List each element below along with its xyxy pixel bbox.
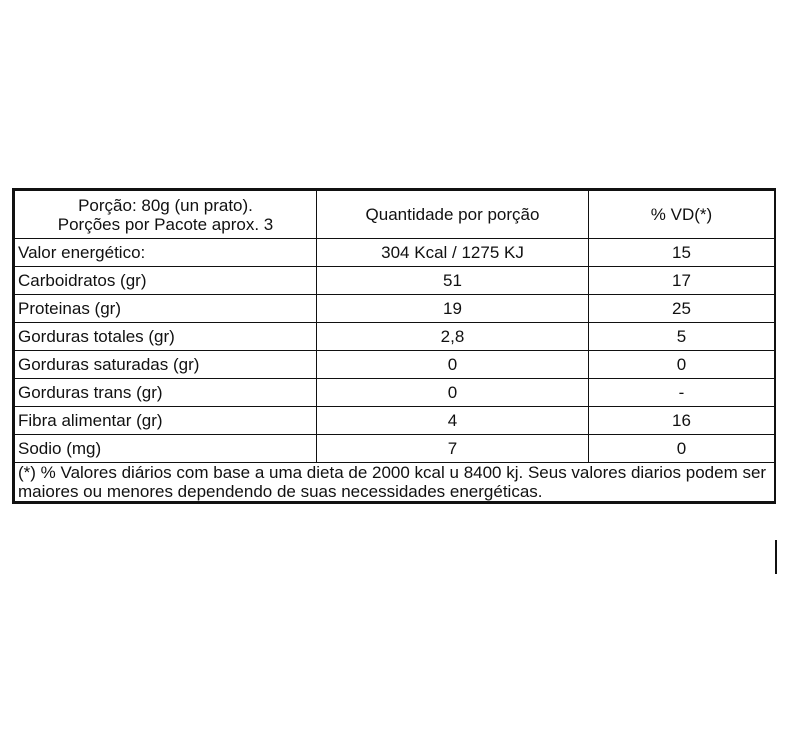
table-row bbox=[15, 407, 775, 435]
table-row bbox=[15, 379, 775, 407]
nutrient-name: Valor energético: bbox=[15, 239, 317, 267]
table-row bbox=[15, 239, 775, 267]
nutrient-daily-value: 15 bbox=[589, 239, 775, 267]
table-row bbox=[15, 295, 775, 323]
nutrient-daily-value: 25 bbox=[589, 295, 775, 323]
table-row bbox=[15, 351, 775, 379]
nutrient-daily-value: 16 bbox=[589, 407, 775, 435]
table-row bbox=[15, 435, 775, 463]
table-edge-line bbox=[775, 540, 777, 574]
nutrient-quantity: 0 bbox=[317, 379, 589, 407]
nutrient-name: Proteinas (gr) bbox=[15, 295, 317, 323]
daily-values-footnote: (*) % Valores diários com base a uma dieta de 2000 kcal u 8400 kj. Seus valores diarios podem ser maiores ou menores dependendo de suas necessidades energéticas. bbox=[15, 463, 775, 502]
nutrient-name: Gorduras saturadas (gr) bbox=[15, 351, 317, 379]
nutrient-name: Gorduras totales (gr) bbox=[15, 323, 317, 351]
nutrient-quantity: 304 Kcal / 1275 KJ bbox=[317, 239, 589, 267]
nutrient-name: Carboidratos (gr) bbox=[15, 267, 317, 295]
nutrient-daily-value: 5 bbox=[589, 323, 775, 351]
portions-per-package-text: Porções por Pacote aprox. 3 bbox=[57, 214, 274, 234]
nutrient-quantity: 7 bbox=[317, 435, 589, 463]
nutrient-daily-value: 0 bbox=[589, 351, 775, 379]
portion-size-text: Porção: 80g (un prato). bbox=[78, 195, 253, 215]
nutrient-daily-value: - bbox=[589, 379, 775, 407]
nutrition-facts-table bbox=[12, 188, 776, 504]
nutrient-quantity: 0 bbox=[317, 351, 589, 379]
nutrient-name: Gorduras trans (gr) bbox=[15, 379, 317, 407]
daily-value-header: % VD(*) bbox=[589, 191, 775, 239]
nutrition-table bbox=[14, 190, 775, 502]
nutrient-name: Sodio (mg) bbox=[15, 435, 317, 463]
portion-header-cell bbox=[15, 191, 317, 239]
nutrient-quantity: 19 bbox=[317, 295, 589, 323]
nutrient-quantity: 2,8 bbox=[317, 323, 589, 351]
nutrient-name: Fibra alimentar (gr) bbox=[15, 407, 317, 435]
table-header-row bbox=[15, 191, 775, 239]
footnote-row bbox=[15, 463, 775, 502]
nutrient-daily-value: 0 bbox=[589, 435, 775, 463]
nutrient-daily-value: 17 bbox=[589, 267, 775, 295]
nutrient-quantity: 51 bbox=[317, 267, 589, 295]
table-row bbox=[15, 267, 775, 295]
table-row bbox=[15, 323, 775, 351]
nutrient-quantity: 4 bbox=[317, 407, 589, 435]
quantity-header: Quantidade por porção bbox=[317, 191, 589, 239]
